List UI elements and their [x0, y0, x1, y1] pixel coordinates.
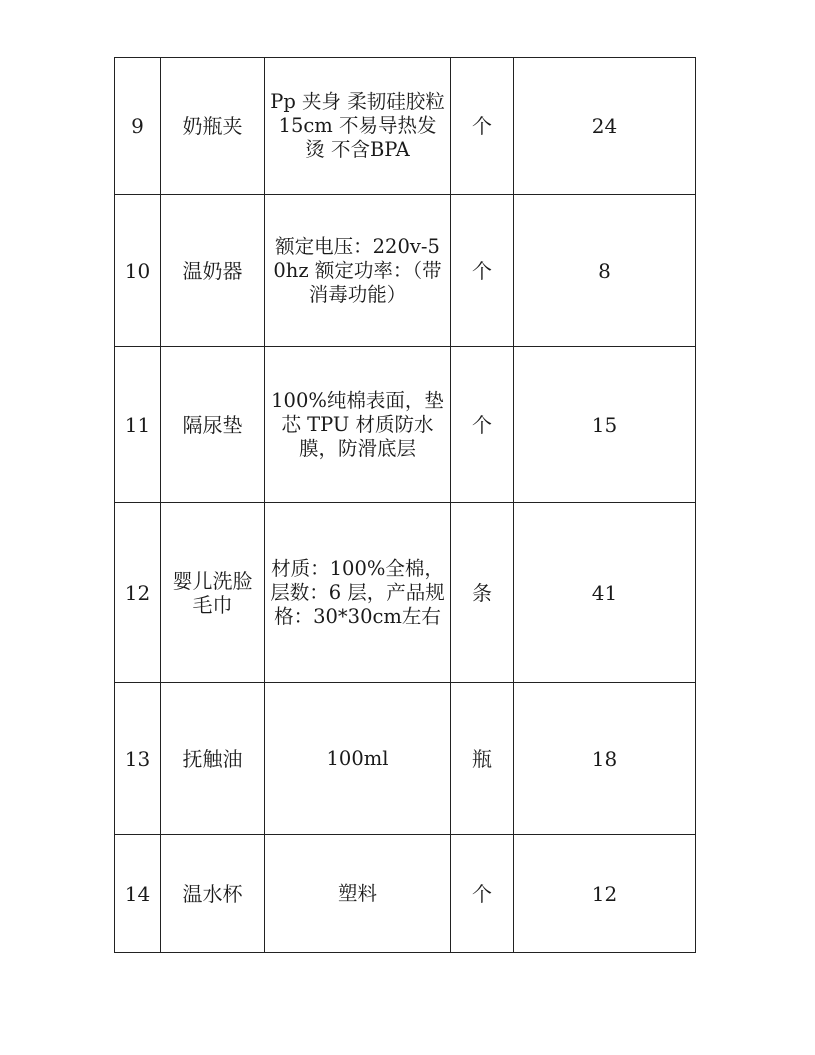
unit-cell: 个: [451, 835, 514, 953]
table-row: [115, 683, 696, 835]
quantity-cell: 18: [514, 683, 696, 835]
table-row: [115, 835, 696, 953]
row-number-cell: 12: [115, 503, 161, 683]
unit-cell: 瓶: [451, 683, 514, 835]
quantity-cell: 12: [514, 835, 696, 953]
unit-cell: 个: [451, 347, 514, 503]
row-number-cell: 13: [115, 683, 161, 835]
row-number-cell: 11: [115, 347, 161, 503]
quantity-cell: 41: [514, 503, 696, 683]
product-name-cell: 抚触油: [161, 683, 265, 835]
specification-cell: Pp 夹身 柔韧硅胶粒 15cm 不易导热发烫 不含BPA: [265, 58, 451, 195]
product-name-cell: 奶瓶夹: [161, 58, 265, 195]
table-row: [115, 58, 696, 195]
quantity-cell: 15: [514, 347, 696, 503]
specification-cell: 额定电压：220v-50hz 额定功率：（带消毒功能）: [265, 195, 451, 347]
table-row: [115, 347, 696, 503]
specification-cell: 塑料: [265, 835, 451, 953]
quantity-cell: 8: [514, 195, 696, 347]
unit-cell: 个: [451, 195, 514, 347]
product-name-cell: 婴儿洗脸毛巾: [161, 503, 265, 683]
row-number-cell: 9: [115, 58, 161, 195]
product-table: [114, 57, 696, 953]
unit-cell: 个: [451, 58, 514, 195]
row-number-cell: 14: [115, 835, 161, 953]
unit-cell: 条: [451, 503, 514, 683]
row-number-cell: 10: [115, 195, 161, 347]
product-name-cell: 温奶器: [161, 195, 265, 347]
product-name-cell: 隔尿垫: [161, 347, 265, 503]
specification-cell: 100ml: [265, 683, 451, 835]
quantity-cell: 24: [514, 58, 696, 195]
product-table-container: [114, 57, 696, 953]
table-row: [115, 195, 696, 347]
specification-cell: 100%纯棉表面，垫芯 TPU 材质防水膜，防滑底层: [265, 347, 451, 503]
table-row: [115, 503, 696, 683]
product-name-cell: 温水杯: [161, 835, 265, 953]
specification-cell: 材质：100%全棉，层数：6 层，产品规格：30*30cm左右: [265, 503, 451, 683]
